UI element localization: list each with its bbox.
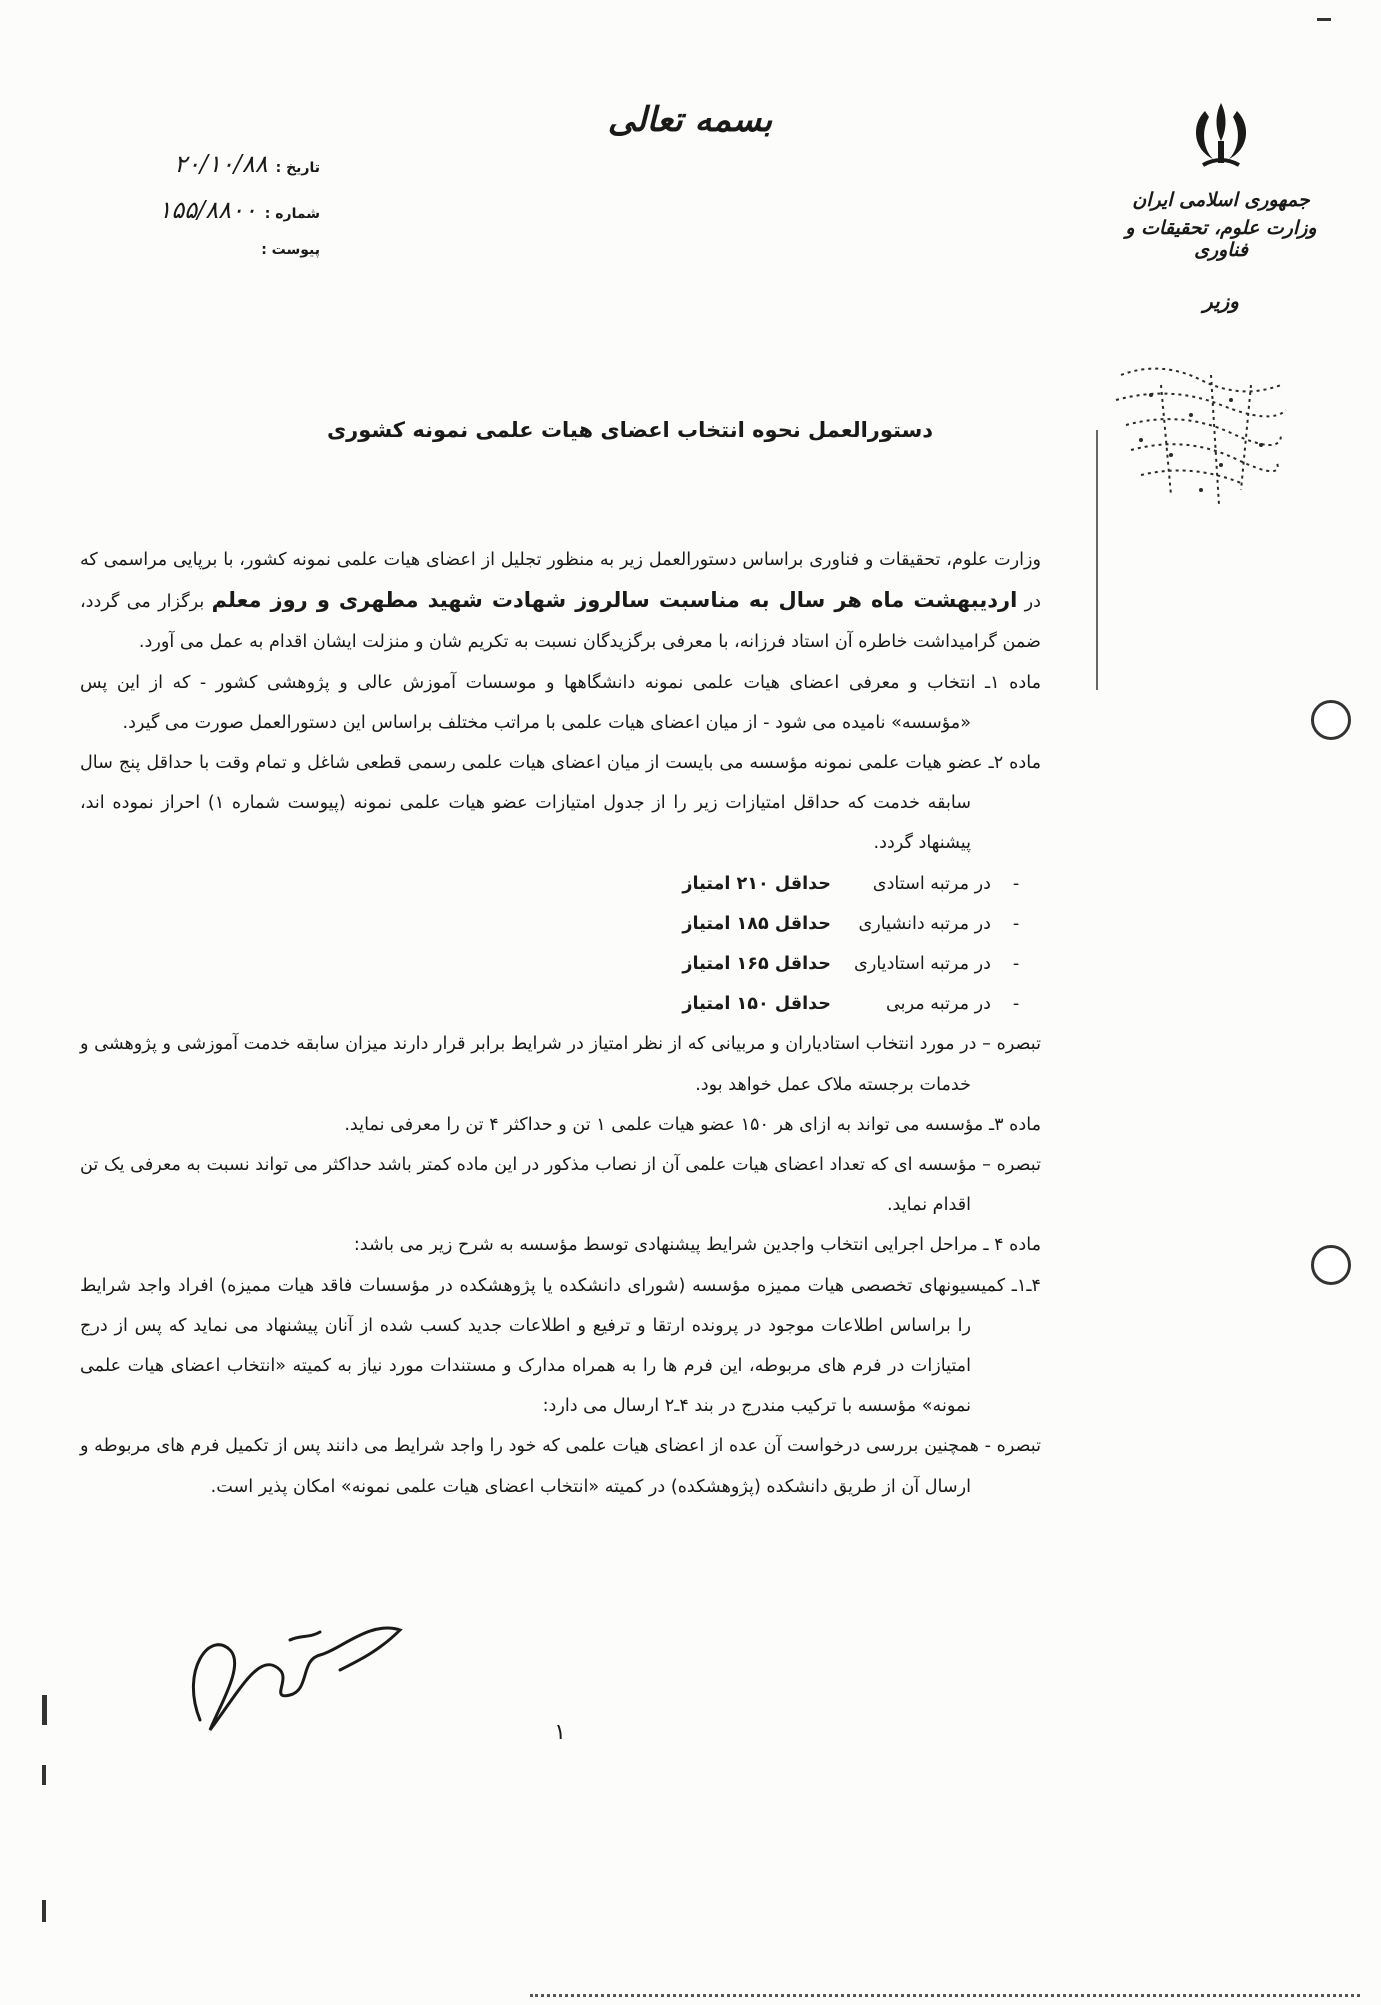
rank-dash: - xyxy=(1012,913,1020,934)
rank-item xyxy=(80,984,1041,1024)
minister-label: وزیر xyxy=(1203,289,1239,313)
rank-item xyxy=(80,904,1041,944)
letter-meta xyxy=(90,150,320,288)
article-4-1: ۴ـ۱ـ کمیسیونهای تخصصی هیات ممیزه مؤسسه (شورای دانشکده یا پژوهشکده در مؤسسات فاقد هیات ممیزه) افراد واجد شرایط را براساس اطلاعات موجود در پرونده ارتقا و ترفیع و اطلاعات جدید کسب شده از آنان پیشنهاد می نماید که پس از درج امتیازات در فرم های مربوطه، این فرم ها را به همراه مدارک و مستندات مورد نیاز به کمیته «انتخاب اعضای هیات علمی نمونه» مؤسسه با ترکیب مندرج در بند ۴ـ۲ ارسال می دارد: xyxy=(80,1275,1041,1417)
article-2-note: تبصره – در مورد انتخاب استادیاران و مربیانی که از نظر امتیاز در شرایط برابر قرار دارند میزان سابقه خدمت آموزشی و پژوهشی و خدمات برجسته ملاک عمل خواهد بود. xyxy=(80,1034,1041,1095)
signature-icon xyxy=(170,1610,410,1750)
intro-text-1: وزارت علوم، تحقیقات و فناوری براساس دستورالعمل زیر به منظور تجلیل از اعضای هیات علمی نمونه کشور، با برپایی مراسمی که در xyxy=(80,550,1041,613)
number-value: ۱۵۵/۸۸۰۰ xyxy=(158,196,257,224)
rank-minimum: حداقل ۱۵۰ امتیاز xyxy=(682,994,831,1015)
attachment-row xyxy=(90,242,320,288)
article-3-note: تبصره – مؤسسه ای که تعداد اعضای هیات علمی آن از نصاب مذکور در این ماده کمتر باشد حداکثر می تواند نسبت به معرفی یک تن اقدام نماید. xyxy=(80,1154,1041,1216)
intro-emphasis: اردیبهشت ماه هر سال به مناسبت سالروز شهادت شهید مطهری و روز معلم xyxy=(211,588,1018,613)
date-value: ۲۰/۱۰/۸۸ xyxy=(174,150,268,178)
rank-item xyxy=(80,864,1041,904)
rank-dash: - xyxy=(1012,994,1020,1015)
article-4-note: تبصره - همچنین بررسی درخواست آن عده از اعضای هیات علمی که خود را واجد شرایط می دانند پس از تکمیل فرم های مربوطه و ارسال آن از طریق دانشکده (پژوهشکده) در کمیته «انتخاب اعضای هیات علمی نمونه» امکان پذیر است. xyxy=(80,1436,1041,1497)
country-name: جمهوری اسلامی ایران xyxy=(1132,189,1310,211)
letterhead xyxy=(1121,95,1321,313)
number-label: شماره : xyxy=(264,206,320,222)
attachment-label: پیوست : xyxy=(261,242,320,258)
rank-dash: - xyxy=(1012,954,1020,974)
ministry-seal-icon xyxy=(1101,355,1291,515)
ministry-name: وزارت علوم، تحقیقات و فناوری xyxy=(1125,217,1317,261)
punch-hole xyxy=(1311,700,1351,740)
article-2: ماده ۲ـ عضو هیات علمی نمونه مؤسسه می بایست از میان اعضای هیات علمی رسمی قطعی شاغل و تمام وقت با حداقل پنج سال سابقه خدمت که حداقل امتیازات زیر را از جدول امتیازات عضو هیات علمی نمونه (پیوست شماره ۱) احراز نموده اند، پیشنهاد گردد. xyxy=(80,753,1041,854)
rank-list xyxy=(80,864,1041,1025)
iran-emblem-icon xyxy=(1121,95,1321,175)
rank-name: در مرتبه مربی xyxy=(886,994,991,1015)
intro-paragraph xyxy=(80,540,1041,663)
page-number: ۱ xyxy=(554,1720,566,1745)
rank-name: در مرتبه استادیاری xyxy=(854,954,991,974)
rank-name: در مرتبه دانشیاری xyxy=(858,913,991,934)
date-row xyxy=(90,150,320,196)
rank-name: در مرتبه استادی xyxy=(872,873,991,894)
article-4: ماده ۴ ـ مراحل اجرایی انتخاب واجدین شرایط پیشنهادی توسط مؤسسه به شرح زیر می باشد: xyxy=(353,1235,1041,1256)
bottom-dotted-rule xyxy=(530,1994,1360,1997)
scan-mark xyxy=(42,1695,47,1725)
date-label: تاریخ : xyxy=(275,160,320,176)
scan-mark xyxy=(1317,18,1331,21)
rank-minimum: حداقل ۱۶۵ امتیاز xyxy=(682,954,831,974)
article-3: ماده ۳ـ مؤسسه می تواند به ازای هر ۱۵۰ عضو هیات علمی ۱ تن و حداکثر ۴ تن را معرفی نماید. xyxy=(344,1114,1041,1135)
number-row xyxy=(90,196,320,242)
invocation: بسمه تعالی xyxy=(607,100,773,140)
intro-text-2: برگزار می گردد، ضمن گرامیداشت خاطره آن استاد فرزانه، با معرفی برگزیدگان نسبت به تکریم شان و منزلت ایشان اقدام به عمل می آورد. xyxy=(80,592,1041,653)
rank-minimum: حداقل ۱۸۵ امتیاز xyxy=(682,913,831,934)
rank-minimum: حداقل ۲۱۰ امتیاز xyxy=(682,873,831,894)
scan-mark xyxy=(42,1765,46,1785)
rank-item xyxy=(80,944,1041,984)
punch-hole xyxy=(1311,1245,1351,1285)
rank-dash: - xyxy=(1012,873,1020,894)
document-title: دستورالعمل نحوه انتخاب اعضای هیات علمی نمونه کشوری xyxy=(326,418,934,442)
document-body xyxy=(80,540,1041,1507)
article-1: ماده ۱ـ انتخاب و معرفی اعضای هیات علمی نمونه دانشگاهها و موسسات آموزش عالی و پژوهشی کشور - که از این پس «مؤسسه» نامیده می شود - از میان اعضای هیات علمی با مراتب مختلف براساس این دستورالعمل صورت می گیرد. xyxy=(80,672,1042,733)
margin-rule xyxy=(1096,430,1098,690)
scan-mark xyxy=(42,1900,46,1922)
